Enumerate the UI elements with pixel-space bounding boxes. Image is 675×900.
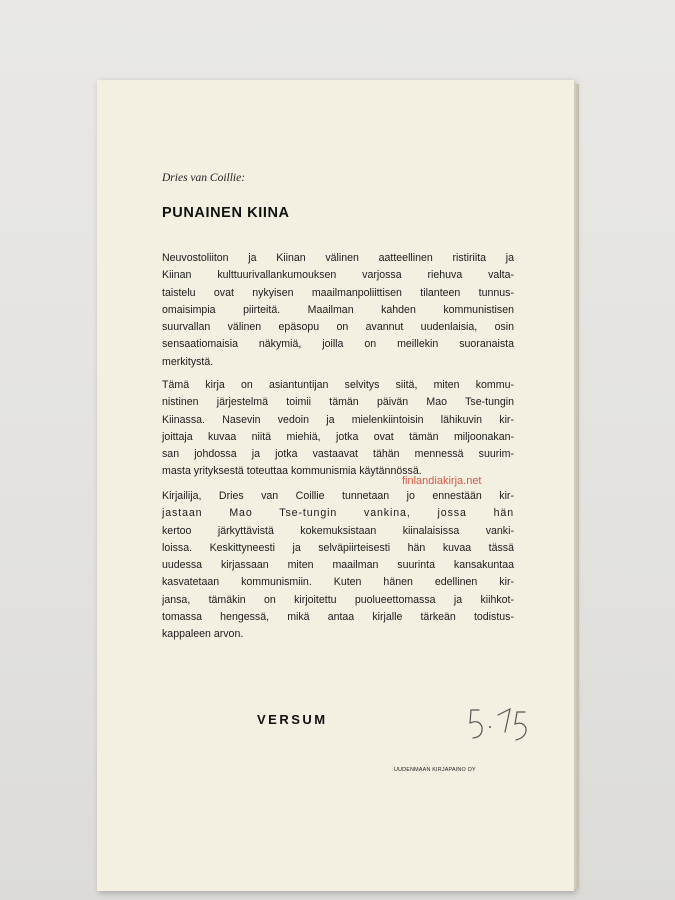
text-line: Kiinan kulttuurivallankumouksen varjossa riehuva valta- <box>162 269 514 282</box>
text-line: merkitystä. <box>162 355 214 368</box>
text-line: Kirjailija, Dries van Coillie tunnetaan jo ennestään kir- <box>162 490 514 502</box>
text-line: taistelu ovat nykyisen maailmanpoliittisen tilanteen tunnus- <box>162 286 514 299</box>
watermark: finlandiakirja.net <box>402 475 482 487</box>
text-line: san johdossa ja jotka vastaavat tähän mennessä suurim- <box>162 448 514 461</box>
book-back-cover <box>97 80 574 891</box>
text-line: nistinen järjestelmä toimii tämän päivän Mao Tse-tungin <box>162 396 514 409</box>
blurb-paragraph-1 <box>162 250 514 371</box>
text-line: suurvallan välinen epäsopu on avannut uudenlaisia, osin <box>162 321 514 334</box>
text-line: jansa, tämäkin on kirjoitettu puolueettomassa ja kiihkot- <box>162 593 514 606</box>
text-line: Neuvostoliiton ja Kiinan välinen aatteellinen ristiriita ja <box>162 252 514 264</box>
blurb-paragraph-2 <box>162 377 514 481</box>
printer-imprint: UUDENMAAN KIRJAPAINO OY <box>394 767 476 773</box>
book-title: PUNAINEN KIINA <box>162 205 290 221</box>
text-line: masta yrityksestä toteuttaa kommunismia käytännössä. <box>162 465 422 478</box>
text-line: kappaleen arvon. <box>162 628 244 641</box>
text-line: loissa. Keskittyneesti ja selväpiirteisesti hän kuvaa tässä <box>162 541 514 554</box>
page-edge <box>574 84 579 889</box>
text-line: sensaatiomaisia näkymiä, joilla on meillekin suoranaista <box>162 338 514 351</box>
text-line: kertoo järkyttävistä kokemuksistaan kiinalaisissa vanki- <box>162 524 514 537</box>
handwritten-price-mark <box>465 698 545 748</box>
text-line: Tämä kirja on asiantuntijan selvitys siitä, miten kommu- <box>162 379 514 391</box>
publisher-name: VERSUM <box>257 712 328 727</box>
text-line: joittaja kuvaa niitä miehiä, jotka ovat tämän miljoonakan- <box>162 430 514 443</box>
text-line: tomassa hengessä, mikä antaa kirjalle tärkeän todistus- <box>162 611 514 624</box>
text-line: jastaan Mao Tse-tungin vankina, jossa hän <box>162 507 514 520</box>
text-line: kasvatetaan kommunismiin. Kuten hänen edellinen kir- <box>162 576 514 589</box>
text-line: uudessa kirjassaan miten maailman suurinta kansakuntaa <box>162 559 514 572</box>
text-line: Kiinassa. Nasevin vedoin ja mielenkiintoisin lähikuvin kir- <box>162 413 514 426</box>
text-line: omaisimpia piirteitä. Maailman kahden kommunistisen <box>162 303 514 316</box>
blurb-paragraph-3 <box>162 488 514 644</box>
author-name: Dries van Coillie: <box>162 172 246 184</box>
